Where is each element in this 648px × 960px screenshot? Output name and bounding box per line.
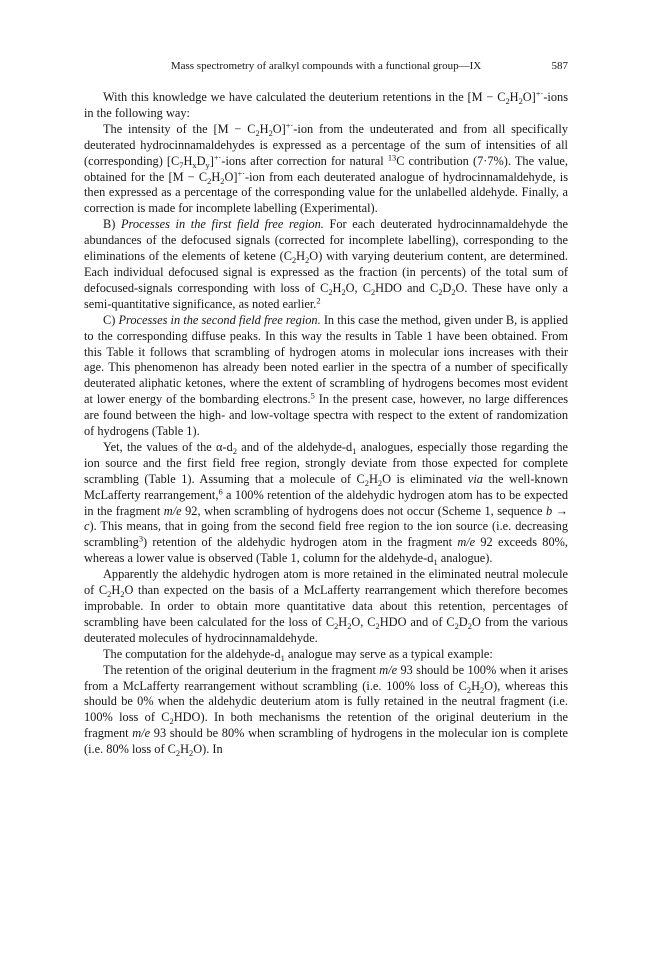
- paragraph: Yet, the values of the $\alpha-d_2$ and of the aldehyde-$d_1$ analogues, especially those regarding the ion source and the first field free region, strongly deviate from those expected for complete scrambling (Table 1). Assuming that a molecule of $C_2H_2O$ is eliminated via the well-known McLafferty rearrangement,$^6$ a 100% retention of the aldehydic hydrogen atom has to be expected in the fragment m/e 92, when scrambling of hydrogens does not occur (Scheme 1, sequence b → c). This means, that in going from the second field free region to the ion source (i.e. decreasing scrambling$^3$) retention of the aldehydic hydrogen atom in the fragment m/e 92 exceeds 80%, whereas a lower value is observed (Table 1, column for the aldehyde-$d_1$ analogue).: [84, 439, 568, 568]
- paragraph: With this knowledge we have calculated the deuterium retentions in the $[M - C_2H_2O]^{+\cdot}$-ions in the following way:: [84, 89, 568, 120]
- paragraph: The retention of the original deuterium in the fragment m/e 93 should be 100% when it arises from a McLafferty rearrangement without scrambling (i.e. 100% loss of $C_2H_2O$), whereas this should be 0% when the aldehydic deuterium atom is fully retained in the neutral fragment (i.e. 100% loss of $C_2HDO$). In both mechanisms the retention of the original deuterium in the fragment m/e 93 should be 80% when scrambling of hydrogens in the molecular ion is complete (i.e. 80% loss of $C_2H_2O$). In: [84, 662, 568, 759]
- paragraph: Apparently the aldehydic hydrogen atom is more retained in the eliminated neutral molecule of $C_2H_2O$ than expected on the basis of a McLafferty rearrangement which therefore becomes improbable. In order to obtain more quantitative data about this retention, percentages of scrambling have been calculated for the loss of $C_2H_2O$, $C_2HDO$ and of $C_2D_2O$ from the various deuterated molecules of hydrocinnamaldehyde.: [84, 567, 568, 645]
- body-text: [84, 90, 568, 758]
- paragraph: The computation for the aldehyde-$d_1$ analogue may serve as a typical example:: [103, 646, 493, 663]
- paragraph: The intensity of the $[M - C_2H_2O]^{+\cdot}$-ion from the undeuterated and from all specifically deuterated hydrocinnamaldehydes is expressed as a percentage of the sum of intensities of all (corresponding) $[C_7H_xD_y]^{+\cdot}$-ions after correction for natural $^{13}$C contribution (7·7%). The value, obtained for the $[M - C_2H_2O]^{+\cdot}$-ion from each deuterated analogue of hydrocinnamaldehyde, is then expressed as a percentage of the corresponding value for the unlabelled aldehyde. Finally, a correction is made for incomplete labelling (Experimental).: [84, 121, 568, 216]
- paragraph: B) Processes in the first field free region. For each deuterated hydrocinnamaldehyde the abundances of the defocused signals (corrected for incomplete labelling), corresponding to the eliminations of the elements of ketene $(C_2H_2O)$ with varying deuterium content, are determined. Each individual defocused signal is expressed as the fraction (in percents) of the total sum of defocused-signals corresponding with loss of $C_2H_2O$, $C_2HDO$ and $C_2D_2O$. These have only a semi-quantitative significance, as noted earlier.$^2$: [84, 217, 569, 311]
- paragraph: C) Processes in the second field free region. In this case the method, given under B, is applied to the corresponding diffuse peaks. In this way the results in Table 1 have been obtained. From this Table it follows that scrambling of hydrogen atoms in molecular ions increases with their age. This phenomenon has already been noted earlier in the spectra of a number of specifically deuterated aliphatic ketones, where the extent of scrambling of hydrogens becomes most evident at lower energy of the bombarding electrons.$^5$ In the present case, however, no large differences are found between the high- and low-voltage spectra with respect to the extent of randomization of hydrogens (Table 1).: [84, 312, 568, 439]
- page-number: 587: [551, 60, 568, 72]
- running-header: [84, 58, 568, 74]
- running-title: Mass spectrometry of aralkyl compounds with a functional group—IX: [170, 60, 482, 72]
